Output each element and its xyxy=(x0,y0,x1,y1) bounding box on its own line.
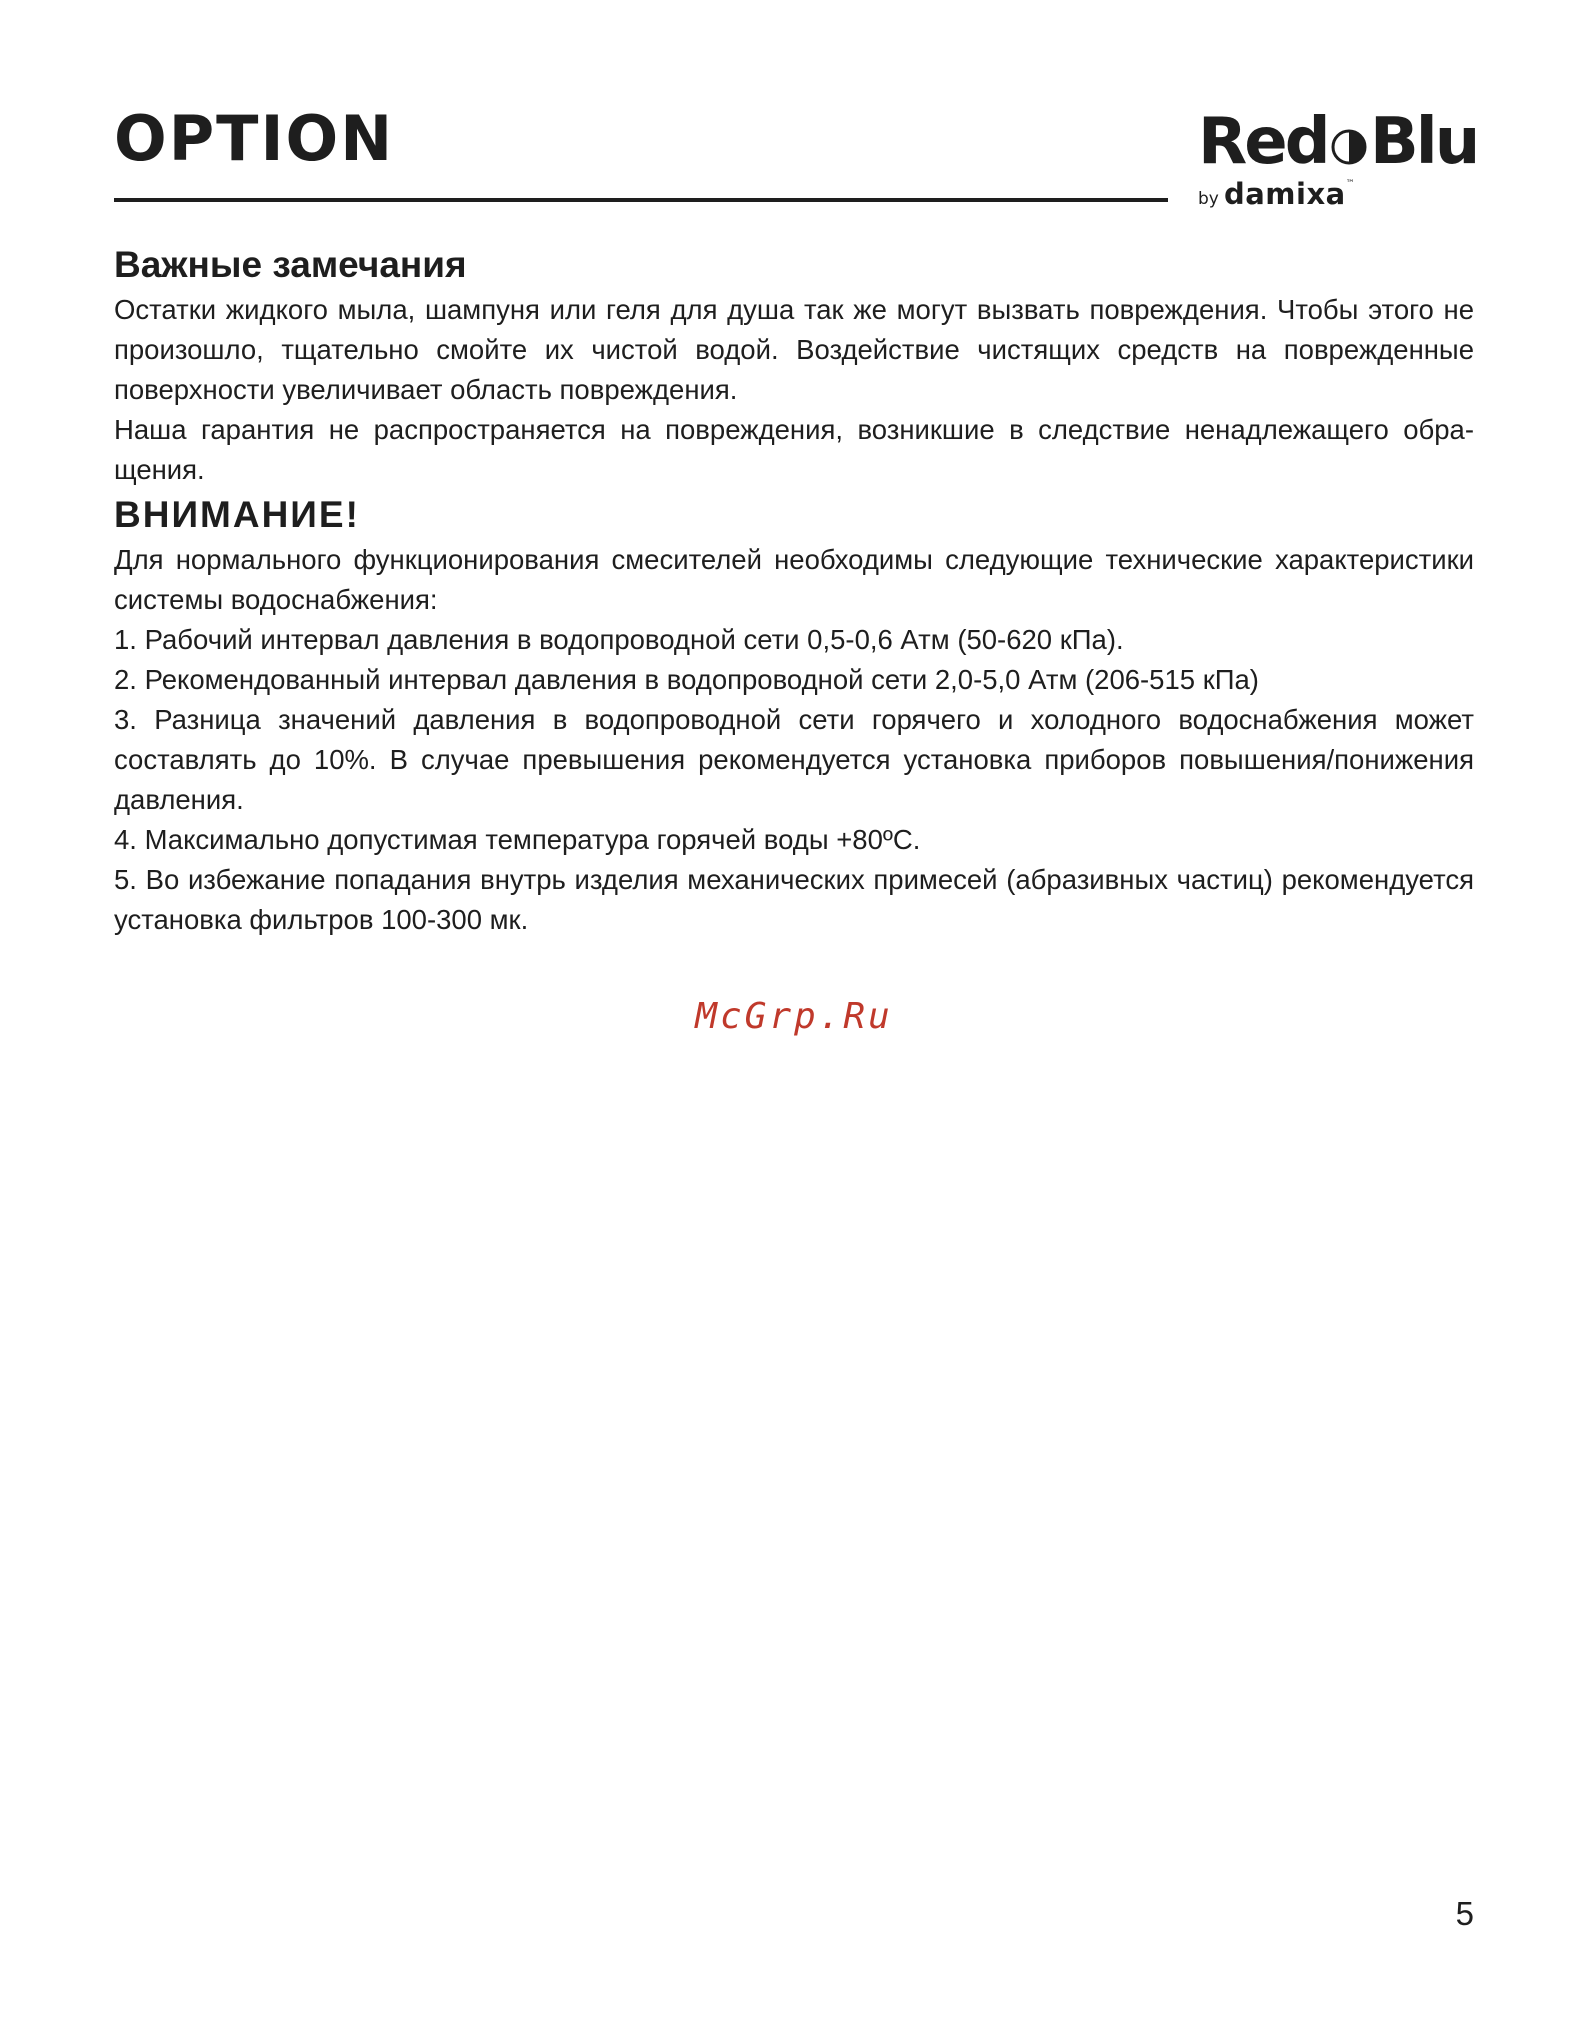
notes-paragraph: Наша гарантия не распространяется на повреждения, возникшие в следствие ненадлежащего обращения. xyxy=(114,413,1474,485)
page-number: 5 xyxy=(1455,1895,1474,1932)
logo-half-circle-icon xyxy=(1330,128,1368,166)
main-content xyxy=(114,240,1474,940)
warning-list-item: 3. Разница значений давления в водопроводной сети горячего и холодного водоснабжения может составлять до 10%. В случае превышения рекомендуется установка приборов повышения/понижения давления. xyxy=(114,703,1474,815)
warning-list-item: 1. Рабочий интервал давления в водопроводной сети 0,5-0,6 Атм (50-620 кПа). xyxy=(114,623,1124,655)
logo-word-red: Red xyxy=(1198,105,1328,179)
warning-list-item: 5. Во избежание попадания внутрь изделия механических примесей (абразивных частиц) рекомендуется установка фильтров 100-300 мк. xyxy=(114,863,1474,935)
page-title: OPTION xyxy=(114,102,395,175)
title-underline xyxy=(114,198,1168,202)
warning-list-item: 2. Рекомендованный интервал давления в водопроводной сети 2,0-5,0 Атм (206-515 кПа) xyxy=(114,663,1259,695)
notes-heading: Важные замечания xyxy=(114,244,467,285)
redblu-damixa-logo xyxy=(1198,105,1478,211)
warning-intro: Для нормального функционирования смесителей необходимы следующие технические характеристики системы водоснабжения: xyxy=(114,543,1474,615)
logo-brand: damixa xyxy=(1223,177,1346,211)
watermark-link[interactable]: McGrp.Ru xyxy=(695,996,893,1037)
logo-by: by xyxy=(1198,189,1219,209)
warning-list-item: 4. Максимально допустимая температура горячей воды +80ºC. xyxy=(114,823,921,855)
logo-word-blu: Blu xyxy=(1370,105,1478,179)
notes-paragraph: Остатки жидкого мыла, шампуня или геля для душа так же могут вызвать повреждения. Чтобы этого не произошло, тщательно смойте их чистой водой. Воздействие чистящих средств на поврежденные поверхности увеличивает область повреждения. xyxy=(114,293,1474,405)
logo-subline xyxy=(1198,177,1355,211)
warning-heading: ВНИМАНИЕ! xyxy=(114,493,360,535)
logo-trademark: ™ xyxy=(1345,179,1355,189)
